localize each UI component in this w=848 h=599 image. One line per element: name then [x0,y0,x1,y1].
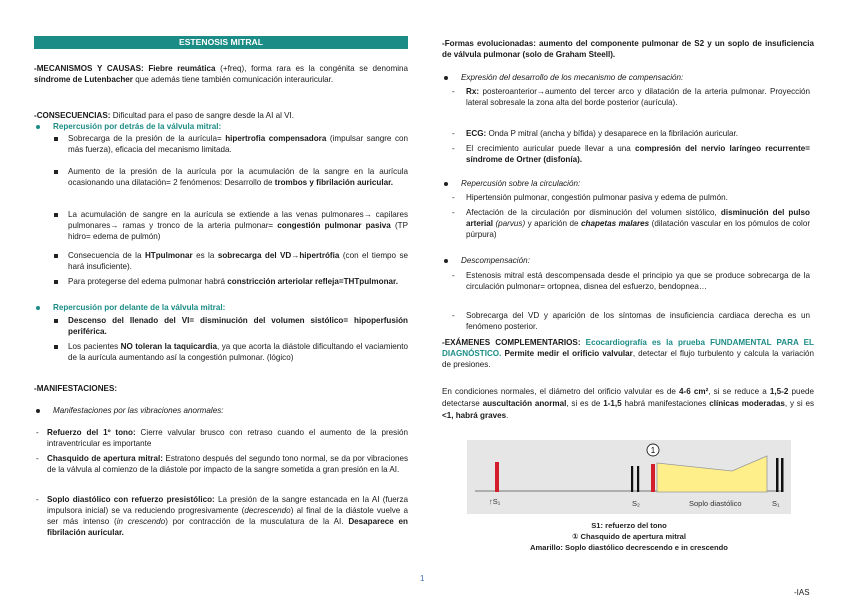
circulacion-heading: Repercusión sobre la circulación: [442,178,814,189]
circulacion-item-2: - Afectación de la circulación por disminución del volumen sistólico, disminución del pulso arterial (parvus) y aparición de chapetas malares (dilatación vascular en los pómulos de color púrpura) [452,208,811,239]
s2-bar-2 [637,466,639,492]
manifestacion-item-3: - Soplo diastólico con refuerzo presistólico: La presión de la sangre estancada en la AI (fuerza impulsora inicial) se va reduciendo progresivamente (decrescendo) al final de la diástole vuelve a ser más intenso (in crescendo) por contracción de la musculatura de la AI. Desaparece en fibrilación auricular. [36,495,409,537]
detras-item-3: La acumulación de sangre en la aurícula se extiende a las venas pulmonares→ capilares pulmonares→ ramas y tronco de la arteria pulmonar= congestión pulmonar pasiva (TP hidro= edema de pulmón) [68,209,408,242]
consecuencias-paragraph: -CONSECUENCIAS: Dificultad para el paso de sangre desde la AI al VI. [34,111,295,120]
descompensacion-heading: Descompensación: [442,255,814,266]
detras-item-1: Sobrecarga de la presión de la aurícula= hipertrofia compensadora (impulsar sangre con más fuerza), eficacia del mecanismo limitada. [68,133,408,155]
caption-line-2: ① Chasquido de apertura mitral [571,532,687,541]
expresion-heading: Expresión del desarrollo de los mecanismo de compensación: [442,72,814,83]
detras-heading: Repercusión por detrás de la válvula mitral: [34,121,408,132]
delante-heading: Repercusión por delante de la válvula mitral: [34,302,408,313]
manifestacion-item-1: - Refuerzo del 1º tono: Cierre valvular brusco con retraso cuando el aumento de la presión intraventricular es importante [36,428,409,448]
examenes-paragraph: -EXÁMENES COMPLEMENTARIOS: Ecocardiografía es la prueba FUNDAMENTAL PARA EL DIAGNÓSTICO. Permite medir el orificio valvular, detectar el flujo turbulento y calcula la variación de presiones. [442,338,815,369]
caption-line-1: S1: refuerzo del tono [591,521,667,530]
manifestaciones-subheading: Manifestaciones por las vibraciones anormales: [34,405,408,416]
expresion-item-ecg: - ECG: Onda P mitral (ancha y bífida) y desaparece en la fibrilación auricular. [452,129,739,138]
author-mark: -IAS [794,588,810,597]
condiciones-paragraph: En condiciones normales, el diámetro del orificio valvular es de 4-6 cm², si se reduce a 1,5-2 puede detectarse auscultación anormal, si es de 1-1,5 habrá manifestaciones clínicas moderadas, y si es <1, habrá graves. [442,387,815,420]
section-title: ESTENOSIS MITRAL [34,36,408,49]
delante-item-2: Los pacientes NO toleran la taquicardia, ya que acorta la diástole dificultando el vaciamiento de la aurícula aumentando así la congestión pulmonar. (lógico) [68,341,408,363]
mecanismos-paragraph: -MECANISMOS Y CAUSAS: Fiebre reumática (+freq), forma rara es la congénita se denomina síndrome de Lutenbacher que además tiene también comunicación interauricular. [34,64,409,84]
detras-item-2: Aumento de la presión de la aurícula por la acumulación de la sangre en la aurícula ocasionando una dilatación= 2 fenómenos: Desarrollo de trombos y fibrilación auricular. [68,166,408,188]
s1-end-bar-1 [776,458,779,492]
s2-bar-1 [631,466,633,492]
manifestaciones-label: -MANIFESTACIONES: [34,384,118,393]
detras-item-5: Para protegerse del edema pulmonar habrá constricción arteriolar refleja=THTpulmonar. [68,276,408,287]
phonocardiogram-figure [467,440,791,514]
figure-caption [467,520,791,553]
formas-paragraph: -Formas evolucionadas: aumento del componente pulmonar de S2 y un soplo de insuficiencia de válvula pulmonar (solo de Graham Steell). [442,39,814,59]
page-number: 1 [420,574,425,583]
manifestacion-item-2: - Chasquido de apertura mitral: Estratono después del segundo tono normal, se da por vibraciones de la válvula al comienzo de la diástole por impacto de la sangre sometida a gran presión en la AI. [36,454,408,474]
s1-end-bar-2 [781,458,784,492]
delante-item-1: Descenso del llenado del VI= disminución del volumen sistólico= hipoperfusión periférica. [68,315,408,337]
soplo-label: Soplo diastólico [689,499,742,508]
expresion-item-rx: - Rx: posteroanterior→aumento del tercer arco y dilatación de la arteria pulmonar. Proyección lateral sobresale la zona alta del borde posterior (aurícula). [452,87,810,107]
s2-label: S₂ [632,499,640,508]
opening-snap-bar [651,464,655,492]
circulacion-item-1: - Hipertensión pulmonar, congestión pulmonar pasiva y edema de pulmón. [452,193,728,202]
descompensacion-item-1: - Estenosis mitral está descompensada desde el principio ya que se produce sobrecarga de la circulación pulmonar= ortopnea, disnea del esfuerzo, bendopnea… [452,271,810,291]
s1-red-bar [495,462,499,492]
opening-snap-number: 1 [650,446,656,455]
caption-line-3: Amarillo: Soplo diastólico decrescendo e in crescendo [530,543,728,552]
s1-label: ↑S₁ [489,497,501,506]
expresion-item-ortner: - El crecimiento auricular puede llevar a una compresión del nervio laríngeo recurrente= síndrome de Ortner (disfonía). [452,144,811,164]
detras-item-4: Consecuencia de la HTpulmonar es la sobrecarga del VD→hipertrófia (con el tiempo se hará insuficiente). [68,250,408,272]
s1-end-label: S₁ [772,499,780,508]
descompensacion-item-2: - Sobrecarga del VD y aparición de los síntomas de insuficiencia cardiaca derecha es un fenómeno posterior. [452,311,810,331]
